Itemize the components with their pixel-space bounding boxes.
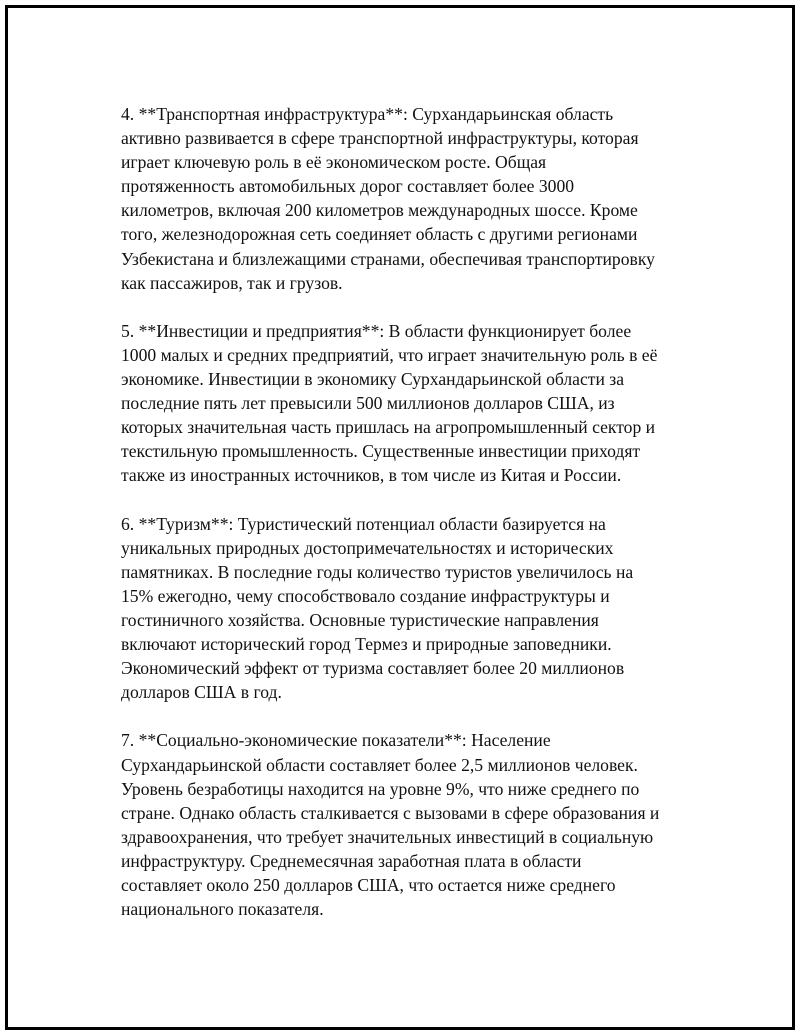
document-body — [121, 102, 701, 945]
document-page — [5, 5, 795, 1030]
paragraph-socioeconomic: 7. **Социально-экономические показатели**: Население Сурхандарьинской области составляет более 2,5 миллионов человек. Уровень безработицы находится на уровне 9%, что ниже среднего по стране. Однако область сталкивается с вызовами в сфере образования и здравоохранения, что требует значительных инвестиций в социальную инфраструктуру. Среднемесячная заработная плата в области составляет около 250 долларов США, что остается ниже среднего национального показателя. — [121, 730, 660, 920]
paragraph-tourism: 6. **Туризм**: Туристический потенциал области базируется на уникальных природных достопримечательностях и исторических памятниках. В последние годы количество туристов увеличилось на 15% ежегодно, чему способствовало создание инфраструктуры и гостиничного хозяйства. Основные туристические направления включают исторический город Термез и природные заповедники. Экономический эффект от туризма составляет более 20 миллионов долларов США в год. — [121, 513, 634, 703]
paragraph-investments: 5. **Инвестиции и предприятия**: В области функционирует более 1000 малых и средних предприятий, что играет значительную роль в её экономике. Инвестиции в экономику Сурхандарьинской области за последние пять лет превысили 500 миллионов долларов США, из которых значительная часть пришлась на агропромышленный сектор и текстильную промышленность. Существенные инвестиции приходят также из иностранных источников, в том числе из Китая и России. — [121, 320, 658, 486]
paragraph-transport: 4. **Транспортная инфраструктура**: Сурхандарьинская область активно развивается в сфере транспортной инфраструктуры, которая играет ключевую роль в её экономическом росте. Общая протяженность автомобильных дорог составляет более 3000 километров, включая 200 километров международных шоссе. Кроме того, железнодорожная сеть соединяет область с другими регионами Узбекистана и близлежащими странами, обеспечивая транспортировку как пассажиров, так и грузов. — [121, 104, 655, 293]
